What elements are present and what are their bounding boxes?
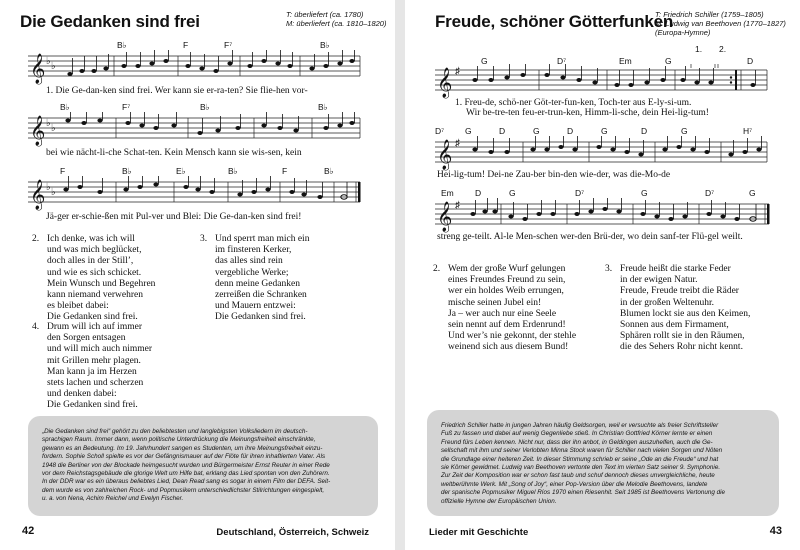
verse-line: das alles sind rein <box>215 256 283 267</box>
svg-text:𝄞: 𝄞 <box>30 180 46 210</box>
verse-line: Man kann ja im Herzen <box>47 366 137 377</box>
verse-line: und was mich beglücket, <box>47 245 142 256</box>
svg-text:♯: ♯ <box>455 138 460 149</box>
info-line: sprachigen Raum. Immer dann, wenn politische Unterdrückung die Meinungsfreiheit einschränkte, <box>42 436 316 444</box>
verse-line: Und wer’s nie gekonnt, der stehle <box>448 331 577 342</box>
info-line: offizielle Hymne der Europäischen Union. <box>441 497 557 505</box>
svg-text:♯: ♯ <box>455 66 460 77</box>
lyric-line: bei wie nächt-li-che Schat-ten. Kein Mensch kann sie wis-sen, kein <box>46 148 302 158</box>
chord: F <box>282 166 288 176</box>
lyric-line: Hei-lig-tum! Dei-ne Zau-ber bin-den wie-der, was die-Mo-de <box>437 170 671 180</box>
chord: D <box>499 126 506 136</box>
svg-text:𝄞: 𝄞 <box>437 68 453 98</box>
chord: D⁷ <box>575 188 585 198</box>
chord: B♭ <box>200 102 210 112</box>
verse-line: im finsteren Kerker, <box>215 245 292 256</box>
verse-number: 3. <box>200 234 208 244</box>
volta-row <box>405 44 800 56</box>
lyric-line: 1. Freu-de, schö-ner Göt-ter-fun-ken, Toch-ter aus E-ly-si-um. <box>455 98 692 108</box>
info-line: u. a. von Nena, Achim Reichel und Evelyn Fischer. <box>42 495 184 503</box>
chord: B♭ <box>117 40 127 50</box>
chord: D <box>747 56 754 66</box>
page-left <box>0 0 395 550</box>
song-credits <box>286 10 386 28</box>
svg-text:♯: ♯ <box>455 200 460 211</box>
info-line: weltberühmte Werk. Mit „Song of Joy“, einer Pop-Version über die Melodie Beethovens, landete <box>441 480 708 488</box>
lyric-line: streng ge-teilt. Al-le Men-schen wer-den Brü-der, wo dein sanf-ter Flü-gel weilt. <box>437 232 743 242</box>
svg-text:♭: ♭ <box>51 61 56 72</box>
chord: Em <box>619 56 632 66</box>
verse-line: und Mauern entzwei: <box>215 301 296 312</box>
chord: G <box>749 188 756 198</box>
chord: D <box>567 126 574 136</box>
music-staff <box>435 198 775 234</box>
info-line: die Grundlage einer heiteren Zeit. In dieser Stimmung schrieb er seine „Ode an die Freude“ und hat <box>441 455 719 463</box>
music-staff <box>28 176 363 212</box>
music-staff <box>435 64 770 100</box>
chord: B♭ <box>122 166 132 176</box>
page-number: 43 <box>769 525 782 537</box>
music-staff <box>28 50 363 86</box>
svg-text:♭: ♭ <box>51 187 56 198</box>
chord: G <box>681 126 688 136</box>
chord: G <box>465 126 472 136</box>
verse-2 <box>433 264 601 356</box>
info-line: sellschaft mit ihm und seiner Verlobten Minna Stock waren für Schiller nach vielen Sorgen und Nöten <box>441 447 723 455</box>
chord: G <box>665 56 672 66</box>
page-footer: Lieder mit Geschichte <box>429 527 529 538</box>
verse-line: Blumen lockt sie aus den Keimen, <box>620 308 751 319</box>
lyric-line: Jä-ger er-schie-ßen mit Pul-ver und Blei: Die Ge-dan-ken sind frei! <box>46 212 302 222</box>
chord: B♭ <box>324 166 334 176</box>
chord: G <box>481 56 488 66</box>
book-gutter <box>395 0 405 550</box>
chord: D <box>641 126 648 136</box>
verse-line: es bleibet dabei: <box>47 301 109 312</box>
info-line: Zur Zeit der Komposition war er schon fast taub und schuf dennoch dieses unvergleichliche, heute <box>441 472 715 480</box>
chord: G <box>601 126 608 136</box>
verse-line: vergebliche Werke; <box>215 267 289 278</box>
page-number: 42 <box>22 525 35 537</box>
svg-text:𝄞: 𝄞 <box>30 116 46 146</box>
chord: F <box>183 40 189 50</box>
verse-line: wer ein holdes Weib errungen, <box>448 286 564 297</box>
info-line: Friedrich Schiller hatte in jungen Jahren häufig Geldsorgen, weil er versuchte als freier Schriftsteller <box>441 422 719 429</box>
info-line: der spanische Popmusiker Miguel Ríos 1970 einen Riesenhit. Seit 1985 ist Beethovens Vertonung die <box>441 489 725 497</box>
song-title: Freude, schöner Götterfunken <box>435 12 674 31</box>
credit-melody: M: Ludwig van Beethoven (1770–1827) <box>655 19 786 28</box>
lyric-line: Wir be-tre-ten feu-er-trun-ken, Himm-li-sche, dein Hei-lig-tum! <box>466 108 709 118</box>
chord: D <box>475 188 482 198</box>
info-line: dem wurde es von zahlreichen Rock- und Popmusikern unterschiedlichster Stilrichtungen eingespielt, <box>42 486 325 494</box>
svg-text:𝄞: 𝄞 <box>437 202 453 232</box>
info-line: In der DDR war es ein überaus beliebtes Lied, Dean Read sang es sogar in einem Film der DEFA. Seit- <box>42 478 331 486</box>
info-box <box>28 416 378 516</box>
verse-line: Wem der große Wurf gelungen <box>448 264 566 274</box>
chord: B♭ <box>320 40 330 50</box>
verse-line: sein nennt auf dem Erdenrund! <box>448 319 566 330</box>
verse-line: denn meine Gedanken <box>215 278 300 289</box>
verse-line: die des Sehers Rohr nicht kennt. <box>620 342 743 353</box>
chord: F⁷ <box>122 102 131 112</box>
chord: Em <box>441 188 454 198</box>
chord: D⁷ <box>557 56 567 66</box>
verse-line: weinend sich aus diesem Bund! <box>448 342 569 353</box>
chord: E♭ <box>176 166 186 176</box>
verse-3 <box>200 234 360 326</box>
verse-line: eines Freundes Freund zu sein, <box>448 275 566 286</box>
verse-line: Drum will ich auf immer <box>47 322 142 332</box>
verse-line: und will mich auch nimmer <box>47 344 153 355</box>
music-staff <box>28 112 363 148</box>
verse-line: in der großen Weltenuhr. <box>620 297 715 308</box>
verse-line: mische seinen Jubel ein! <box>448 297 542 308</box>
chord: G <box>641 188 648 198</box>
credit-note: (Europa-Hymne) <box>655 28 711 37</box>
chord: G <box>533 126 540 136</box>
page-footer: Deutschland, Österreich, Schweiz <box>216 527 369 538</box>
music-staff <box>435 136 770 172</box>
verse-line: Und sperrt man mich ein <box>215 234 310 244</box>
chord: G <box>509 188 516 198</box>
chord: B♭ <box>228 166 238 176</box>
info-box <box>427 410 779 516</box>
verse-line: Sonnen aus dem Firmament, <box>620 319 729 330</box>
verse-2 <box>32 234 192 326</box>
verse-number: 3. <box>605 264 613 274</box>
verse-line: stets lachen und scherzen <box>47 377 144 388</box>
svg-text:♭: ♭ <box>46 182 51 193</box>
verse-line: und denken dabei: <box>47 389 117 400</box>
verse-line: in der ewigen Natur. <box>620 275 698 286</box>
verse-number: 4. <box>32 322 40 332</box>
verse-number: 2. <box>32 234 40 244</box>
verse-line: Mein Wunsch und Begehren <box>47 278 156 289</box>
info-line: Freund fürs Leben kennen. Nicht nur, dass der ihn anbot, in Geldingen auszuhelfen, auch die Ge- <box>441 438 713 446</box>
verse-line: Ich denke, was ich will <box>47 234 135 244</box>
svg-text:♭: ♭ <box>46 56 51 67</box>
page-right <box>405 0 800 550</box>
verse-line: kann niemand verwehren <box>47 289 144 300</box>
verse-line: Freude, Freude treibt die Räder <box>620 286 739 297</box>
verse-line: Die Gedanken sind frei. <box>47 400 138 411</box>
svg-text:♭: ♭ <box>46 118 51 129</box>
info-line: gewann es an Bedeutung. Im 19. Jahrhundert sangen es Studenten, um ihre Meinungsfreiheit einzu- <box>42 444 323 452</box>
info-line: 1948 die Berliner von der Blockade heimgesucht wurden und Bürgermeister Ernst Reuter in einer Rede <box>42 461 330 469</box>
credit-text: T: überliefert (ca. 1780) <box>286 10 364 19</box>
verse-line: Die Gedanken sind frei. <box>47 312 138 323</box>
verse-line: Freude heißt die starke Feder <box>620 264 731 274</box>
info-line: vor dem Reichstagsgebäude die glorige Welt um Hilfe bat, erklang das Lied spontan von den Zuhörern. <box>42 470 330 478</box>
volta-label: 2. <box>719 44 727 54</box>
info-line: sie Körner gewidmet. Ludwig van Beethoven vertonte den Text im vierten Satz seiner 9. Symphonie. <box>441 464 721 472</box>
credit-text: T: Friedrich Schiller (1759–1805) <box>655 10 764 19</box>
song-title: Die Gedanken sind frei <box>20 12 200 31</box>
chord: D⁷ <box>435 126 445 136</box>
verse-line: Sphären rollt sie in den Räumen, <box>620 331 745 342</box>
info-line: „Die Gedanken sind frei“ gehört zu den beliebtesten und langlebigsten Volksliedern im deutsch- <box>42 428 308 435</box>
verse-4 <box>32 322 192 414</box>
chord: H⁷ <box>743 126 753 136</box>
chord: B♭ <box>318 102 328 112</box>
svg-text:𝄞: 𝄞 <box>437 140 453 170</box>
chord: F⁷ <box>224 40 233 50</box>
verse-number: 2. <box>433 264 441 274</box>
verse-line: den Sorgen entsagen <box>47 333 126 344</box>
chord: F <box>60 166 66 176</box>
credit-melody: M: überliefert (ca. 1810–1820) <box>286 19 387 28</box>
svg-text:♭: ♭ <box>51 123 56 134</box>
verse-line: mit Grillen mehr plagen. <box>47 355 141 366</box>
info-line: fordern. Sophie Scholl spielte es vor der Gefängnismauer auf der Flöte für ihren inhaftierten Vater. Als <box>42 453 326 461</box>
song-credits <box>655 10 786 37</box>
verse-line: doch alles in der Still’, <box>47 256 134 267</box>
lyric-line: 1. Die Ge-dan-ken sind frei. Wer kann sie er-ra-ten? Sie flie-hen vor- <box>46 86 308 96</box>
verse-line: und wie es sich schicket. <box>47 267 142 278</box>
chord: B♭ <box>60 102 70 112</box>
chord: D⁷ <box>705 188 715 198</box>
svg-text:𝄞: 𝄞 <box>30 54 46 84</box>
verse-line: Die Gedanken sind frei. <box>215 312 306 323</box>
verse-3 <box>605 264 775 356</box>
volta-label: 1. <box>695 44 703 54</box>
verse-line: Ja – wer auch nur eine Seele <box>448 308 557 319</box>
verse-line: zerreißen die Schranken <box>215 289 307 300</box>
info-line: Fuß zu fassen und dabei auf wenig Gegenliebe stieß. In Christian Gottfried Körner lernte er einen <box>441 430 713 438</box>
